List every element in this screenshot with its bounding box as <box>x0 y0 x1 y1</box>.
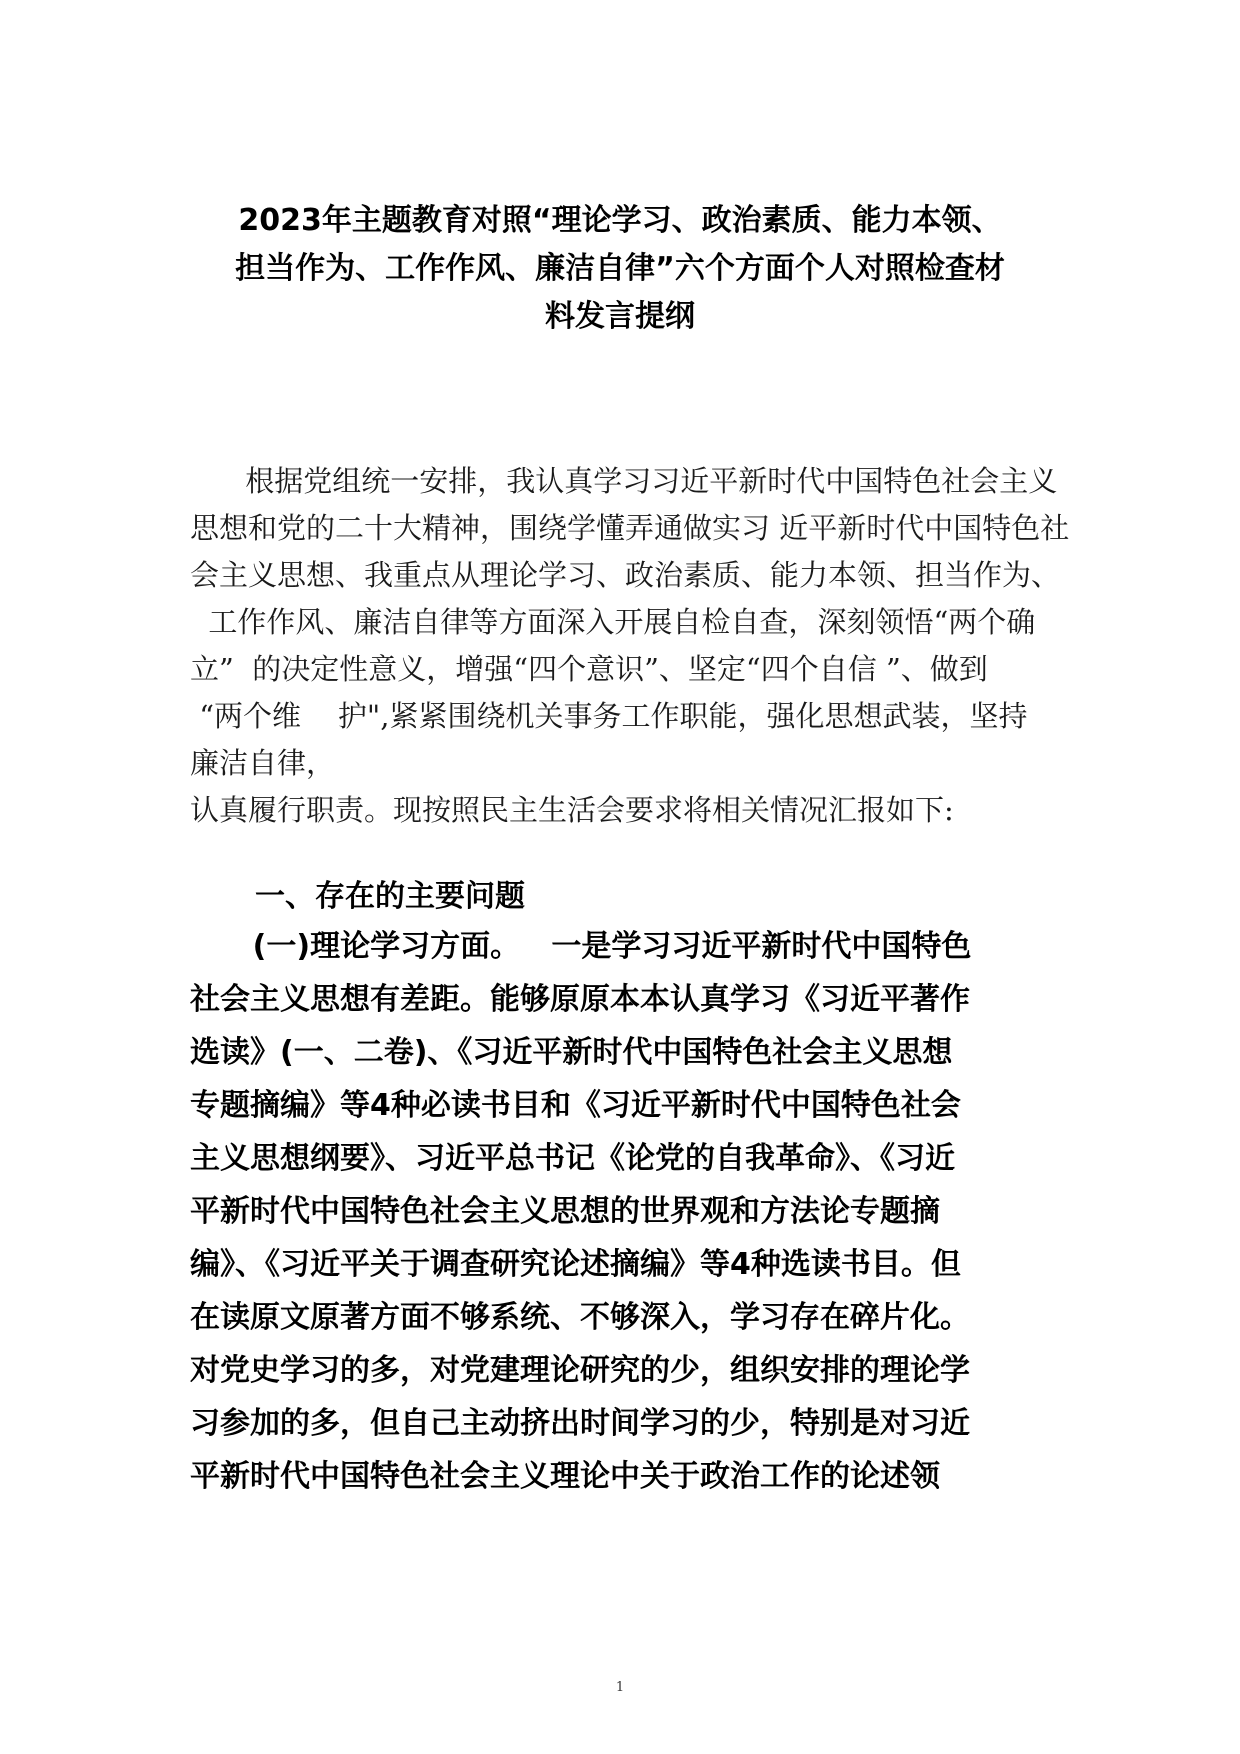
section-line: 选读》(一、二卷)、《习近平新时代中国特色社会主义思想 <box>190 1035 953 1070</box>
title-line: 担当作为、工作作风、廉洁自律”六个方面个人对照检查材 <box>235 251 1005 286</box>
intro-line: 工作作风、廉洁自律等方面深入开展自检自查，深刻领悟“两个确 <box>190 605 1036 639</box>
section-line: 平新时代中国特色社会主义思想的世界观和方法论专题摘 <box>190 1194 940 1229</box>
title-line: 料发言提纲 <box>545 299 695 334</box>
intro-paragraph <box>190 458 1070 834</box>
page-number: 1 <box>615 1680 625 1695</box>
section-line: 编》、《习近平关于调查研究论述摘编》等4种选读书目。但 <box>190 1247 961 1282</box>
section-line: 社会主义思想有差距。能够原原本本认真学习《习近平著作 <box>190 982 970 1017</box>
title-line: 2023年主题教育对照“理论学习、政治素质、能力本领、 <box>238 203 1002 238</box>
section-paragraph <box>190 920 1070 1503</box>
section-line: 专题摘编》等4种必读书目和《习近平新时代中国特色社会 <box>190 1088 961 1123</box>
section-heading: 一、存在的主要问题 <box>255 879 525 914</box>
intro-line: 根据党组统一安排，我认真学习习近平新时代中国特色社会主义 <box>190 464 1058 498</box>
intro-line: 思想和党的二十大精神，围绕学懂弄通做实习 近平新时代中国特色社 <box>190 511 1070 545</box>
section-line: 主义思想纲要》、习近平总书记《论党的自我革命》、《习近 <box>190 1141 955 1176</box>
intro-line: 会主义思想、我重点从理论学习、政治素质、能力本领、担当作为、 <box>190 558 1061 592</box>
intro-line: 立” 的决定性意义，增强“四个意识”、坚定“四个自信 ”、做到 <box>190 652 988 686</box>
document-title <box>170 197 1070 341</box>
section-line: 在读原文原著方面不够系统、不够深入，学习存在碎片化。 <box>190 1300 970 1335</box>
intro-line: “两个维 护",紧紧围绕机关事务工作职能，强化思想武装，坚持 <box>190 699 1028 733</box>
section-line: 对党史学习的多，对党建理论研究的少，组织安排的理论学 <box>190 1353 970 1388</box>
section-line: 习参加的多，但自己主动挤出时间学习的少，特别是对习近 <box>190 1406 970 1441</box>
intro-line: 廉洁自律， <box>190 746 336 780</box>
section-line: 平新时代中国特色社会主义理论中关于政治工作的论述领 <box>190 1459 940 1494</box>
section-line: (一)理论学习方面。 一是学习习近平新时代中国特色 <box>190 929 972 964</box>
intro-line: 认真履行职责。现按照民主生活会要求将相关情况汇报如下: <box>190 793 954 827</box>
